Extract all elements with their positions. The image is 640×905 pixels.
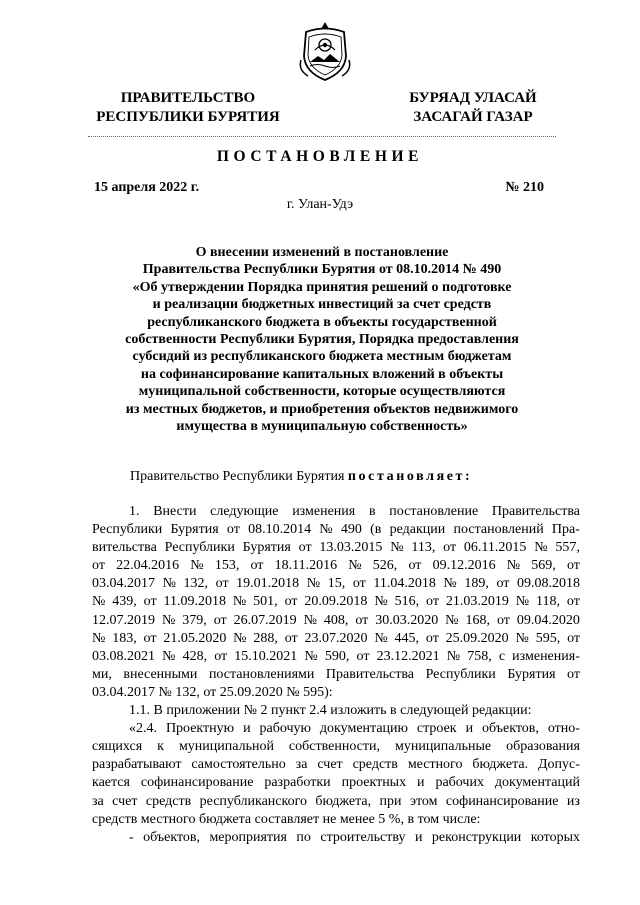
body-word: самостоятельно <box>191 757 286 773</box>
preamble <box>130 469 472 485</box>
body-word: внесенными <box>123 666 198 682</box>
body-word: рабочую <box>259 721 311 737</box>
body-word: местного <box>407 757 463 773</box>
body-word: от <box>226 522 240 538</box>
body-word: отно- <box>547 721 580 737</box>
body-line <box>92 702 580 720</box>
title-line: субсидий из республиканского бюджета местным бюджетам <box>132 349 512 365</box>
body-word: 408, <box>323 612 349 628</box>
body-word: 18.11.2016 <box>274 558 338 574</box>
body-word: Республики <box>425 666 496 682</box>
body-word: от <box>567 666 580 682</box>
body-word: муниципальные <box>394 739 492 755</box>
body-word: № <box>534 540 548 556</box>
body-line <box>92 521 580 539</box>
body-word: № <box>515 594 530 610</box>
body-word: 15.10.2021 <box>234 648 298 664</box>
body-word: к <box>157 739 164 755</box>
document-body <box>92 503 580 847</box>
body-word: № <box>190 558 204 574</box>
body-word: № <box>306 576 321 592</box>
body-word: по <box>296 829 311 845</box>
body-line <box>92 774 580 792</box>
body-word: 25.09.2020 <box>445 630 509 646</box>
body-word: № <box>161 612 176 628</box>
body-word: № <box>515 630 529 646</box>
body-word: 113, <box>411 540 436 556</box>
body-line-text: средств местного бюджета составляет не менее 5 %, в том числе: <box>92 811 481 827</box>
body-word: № <box>303 612 317 628</box>
body-word: республиканского <box>199 793 307 809</box>
body-word: постановлениями <box>208 666 315 682</box>
body-word: от <box>284 630 298 646</box>
title-line: на софинансирование капитальных вложений в объекты <box>140 366 504 382</box>
body-word: № <box>233 630 247 646</box>
body-word: 15, <box>327 576 346 592</box>
body-word: бюджета, <box>315 793 372 809</box>
body-word: № <box>443 576 457 592</box>
body-word: Пра- <box>551 522 580 538</box>
body-word: от <box>567 630 580 646</box>
body-word: ми, <box>92 666 112 682</box>
body-word: и <box>417 775 425 791</box>
body-word: Правительства <box>325 666 415 682</box>
body-word: Правительства <box>491 504 580 519</box>
body-word: 08.10.2014 <box>248 522 312 538</box>
body-word: 168, <box>465 612 490 628</box>
body-word: в <box>368 504 376 519</box>
body-word: от <box>426 594 439 610</box>
body-word: документаций <box>494 775 580 791</box>
body-word: от <box>566 594 580 610</box>
body-word: следующие <box>210 504 279 519</box>
body-word: 153, <box>214 558 240 574</box>
body-line <box>92 756 580 774</box>
body-word: которых <box>530 829 580 845</box>
body-word: и <box>465 721 474 737</box>
body-word: 1. <box>129 504 140 519</box>
body-word: объектов, <box>482 721 539 737</box>
body-word: 06.11.2015 <box>463 540 527 556</box>
preamble-text: Правительство Республики Бурятия <box>130 469 348 484</box>
body-word: от <box>250 558 264 574</box>
body-word: Республики <box>92 522 163 538</box>
body-word: 288, <box>253 630 278 646</box>
body-word: с <box>498 648 506 664</box>
body-word: № <box>374 594 388 610</box>
coat-of-arms-emblem <box>296 20 354 82</box>
body-line <box>92 648 580 666</box>
body-word: № <box>390 540 404 556</box>
body-word: 526, <box>372 558 398 574</box>
body-word: 12.07.2019 <box>92 612 155 628</box>
preamble-emphasis: постановляет: <box>347 469 473 484</box>
body-word: 30.03.2020 <box>375 612 439 628</box>
document-city: г. Улан-Удэ <box>286 197 354 212</box>
body-word: при <box>379 793 402 809</box>
body-word: 19.01.2018 <box>236 576 300 592</box>
body-line <box>92 684 580 702</box>
body-word: 21.05.2020 <box>163 630 227 646</box>
body-word: постановление <box>389 504 479 519</box>
body-word: 132, <box>183 576 209 592</box>
body-word: софинансирование <box>140 775 254 791</box>
body-word: средств <box>352 757 398 773</box>
body-word: Бурятия <box>242 540 291 556</box>
header-right-line: ЗАСАГАЙ ГАЗАР <box>413 109 533 125</box>
body-word: Проектную <box>165 721 235 737</box>
title-line: «Об утверждении Порядка принятия решений о подготовке <box>132 279 512 295</box>
body-word: мероприятия <box>209 829 287 845</box>
header-divider <box>88 136 556 137</box>
body-word: от <box>443 540 457 556</box>
body-word: Республики <box>164 540 235 556</box>
body-word: от <box>298 540 312 556</box>
body-word: счет <box>112 793 138 809</box>
body-word: от <box>352 576 366 592</box>
body-word: 09.04.2020 <box>516 612 580 628</box>
body-word: № <box>374 630 388 646</box>
body-word: за <box>295 757 308 773</box>
body-word: 118, <box>536 594 560 610</box>
body-word: и <box>414 829 423 845</box>
title-line: имущества в муниципальную собственность» <box>176 419 468 435</box>
body-word: от <box>215 576 229 592</box>
body-word: редакции <box>389 522 446 538</box>
body-word: 490 <box>340 522 362 538</box>
body-word: постановлений <box>453 522 544 538</box>
body-word: 03.08.2021 <box>92 648 155 664</box>
body-word: 189, <box>464 576 489 592</box>
body-word: № <box>319 522 333 538</box>
body-word: 758, <box>467 648 492 664</box>
header-left-line: ПРАВИТЕЛЬСТВО <box>120 90 256 106</box>
body-line <box>92 557 580 575</box>
government-name-russian <box>88 89 288 127</box>
body-word: от <box>92 558 105 574</box>
body-word: реконструкции <box>431 829 522 845</box>
body-word: 439, <box>112 594 137 610</box>
body-word: от <box>214 648 228 664</box>
body-word: Допус- <box>538 757 580 773</box>
body-line <box>92 720 580 738</box>
body-word: (в <box>370 522 382 538</box>
header-right-line: БУРЯАД УЛАСАЙ <box>409 90 537 106</box>
government-name-buryat <box>388 89 558 127</box>
body-word: 23.07.2020 <box>304 630 368 646</box>
body-word: «2.4. <box>129 721 157 737</box>
body-word: от <box>213 612 227 628</box>
body-word: из <box>566 793 580 809</box>
document-date: 15 апреля 2022 г. <box>94 180 200 195</box>
body-word: от <box>408 558 422 574</box>
body-word: счет <box>317 757 343 773</box>
body-word: 595, <box>535 630 561 646</box>
body-line <box>92 575 580 593</box>
title-line: республиканского бюджета в объекты государственной <box>147 314 497 330</box>
body-line <box>92 666 580 684</box>
body-word: и <box>243 721 251 737</box>
title-line: О внесении изменений в постановление <box>195 245 449 260</box>
body-word: № <box>446 648 461 664</box>
body-word: образования <box>506 739 580 755</box>
body-word: сящихся <box>92 739 143 755</box>
body-line <box>92 539 580 557</box>
body-word: изменения <box>292 504 356 519</box>
body-word: 09.12.2016 <box>432 558 496 574</box>
body-word: изменения- <box>512 648 580 664</box>
body-word: от <box>143 630 157 646</box>
body-line <box>92 503 580 521</box>
title-line: муниципальной собственности, которые осуществляются <box>138 384 506 400</box>
body-word: № <box>92 594 106 610</box>
body-word: вительства <box>92 540 157 556</box>
body-word: Внести <box>153 504 197 519</box>
body-word: от <box>496 612 510 628</box>
body-word: бюджета. <box>472 757 529 773</box>
body-word: разработки <box>264 775 331 791</box>
body-word: 428, <box>182 648 208 664</box>
body-word: 183, <box>112 630 137 646</box>
title-line: и реализации бюджетных инвестиций за счет средств <box>152 297 492 313</box>
body-word: разрабатывают <box>92 757 182 773</box>
body-word: рабочих <box>435 775 484 791</box>
body-line <box>92 738 580 756</box>
document-title <box>90 244 554 435</box>
body-word: проектных <box>341 775 407 791</box>
body-word: - <box>129 829 134 845</box>
body-word: 20.09.2018 <box>304 594 368 610</box>
body-word: строек <box>416 721 457 737</box>
body-word: 22.04.2016 <box>116 558 180 574</box>
body-word: № <box>506 558 521 574</box>
title-line: Правительства Республики Бурятия от 08.10.2014 № 490 <box>142 262 502 278</box>
body-word: от <box>356 648 370 664</box>
body-word: строительству <box>320 829 406 845</box>
body-word: софинансирование <box>445 793 559 809</box>
document-number: № 210 <box>505 180 544 195</box>
body-word: 23.12.2021 <box>376 648 440 664</box>
body-word: средств <box>145 793 192 809</box>
title-line: собственности Республики Бурятия, Порядка предоставления <box>125 332 519 348</box>
body-word: 501, <box>253 594 278 610</box>
body-word: от <box>143 594 157 610</box>
title-line: из местных бюджетов, и приобретения объектов недвижимого <box>125 401 519 417</box>
body-word: 590, <box>324 648 350 664</box>
body-word: 26.07.2019 <box>233 612 297 628</box>
body-word: кается <box>92 775 130 791</box>
body-line-text: 03.04.2017 № 132, от 25.09.2020 № 595): <box>92 684 333 700</box>
body-word: № <box>92 630 106 646</box>
body-word: 21.03.2019 <box>445 594 509 610</box>
body-word: № <box>232 594 247 610</box>
body-line <box>92 793 580 811</box>
header-left-line: РЕСПУБЛИКИ БУРЯТИЯ <box>96 109 280 125</box>
body-word: № <box>348 558 362 574</box>
body-line <box>92 630 580 648</box>
body-word: объектов, <box>143 829 200 845</box>
body-word: 09.08.2018 <box>517 576 580 592</box>
body-line <box>92 811 580 829</box>
body-line-text: 1.1. В приложении № 2 пункт 2.4 изложить в следующей редакции: <box>129 703 532 719</box>
body-word: № <box>445 612 459 628</box>
body-word: 445, <box>394 630 420 646</box>
body-word: № <box>162 576 176 592</box>
body-word: от <box>496 576 510 592</box>
body-word: собственности, <box>288 739 380 755</box>
document-type: ПОСТАНОВЛЕНИЕ <box>216 148 424 165</box>
body-word: 516, <box>394 594 420 610</box>
body-word: от <box>355 612 369 628</box>
body-word: 379, <box>182 612 207 628</box>
body-word: № <box>162 648 176 664</box>
body-line <box>92 829 580 847</box>
body-word: № <box>304 648 318 664</box>
body-word: от <box>284 594 298 610</box>
body-word: 557, <box>555 540 580 556</box>
body-word: 569, <box>531 558 556 574</box>
body-word: 11.04.2018 <box>373 576 436 592</box>
body-word: от <box>425 630 439 646</box>
body-word: 13.03.2015 <box>319 540 383 556</box>
body-line <box>92 593 580 611</box>
body-word: документацию <box>319 721 408 737</box>
body-word: за <box>92 793 104 809</box>
body-line <box>92 612 580 630</box>
body-word: Бурятия <box>170 522 219 538</box>
body-word: Бурятия <box>507 666 556 682</box>
body-word: 11.09.2018 <box>163 594 226 610</box>
body-word: муниципальной <box>178 739 274 755</box>
body-word: 03.04.2017 <box>92 576 155 592</box>
body-word: от <box>566 558 580 574</box>
body-word: этом <box>409 793 438 809</box>
